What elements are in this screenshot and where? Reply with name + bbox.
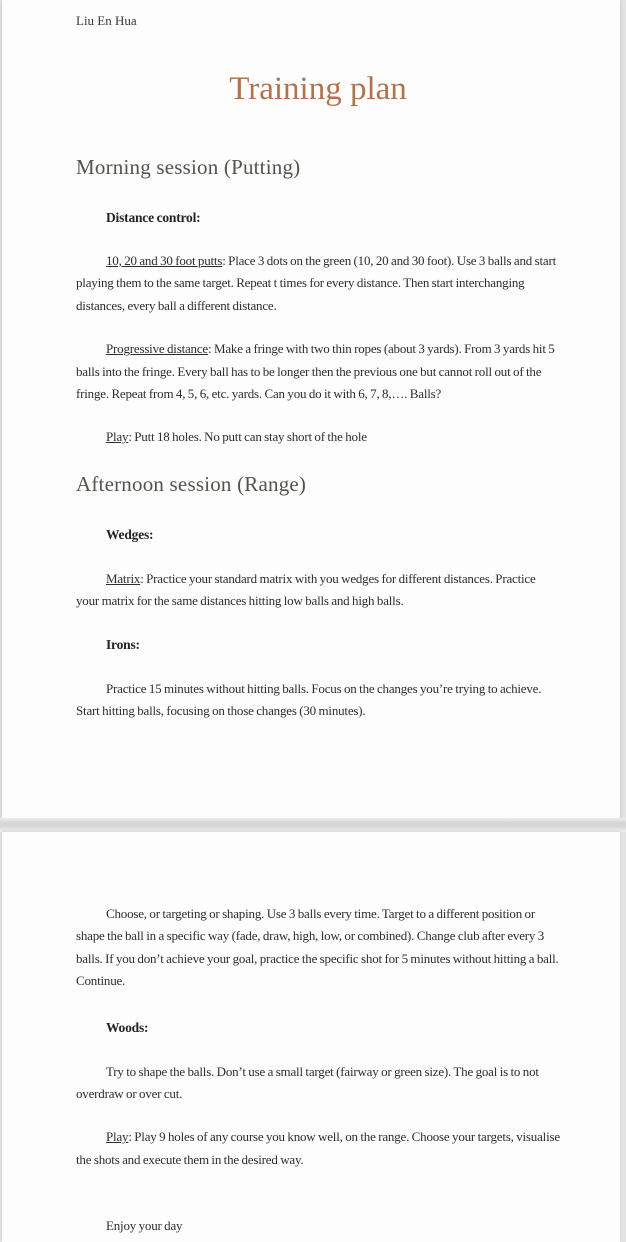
paragraph-foot-putts	[76, 250, 560, 317]
page-1-content	[2, 0, 620, 818]
document-title: Training plan	[229, 71, 407, 107]
paragraph-play-putt	[76, 426, 560, 448]
subheading-woods: Woods:	[106, 1019, 149, 1035]
paragraph-choose-targeting: Choose, or targeting or shaping. Use 3 balls every time. Target to a different position or shape the ball in a specific way (fade, draw, high, low, or combined). Change club after every 3 balls. If you don’t achieve your goal, practice the specific shot for 5 minutes without hitting a ball. Continue.	[76, 906, 559, 989]
paragraph-progressive-distance	[76, 338, 560, 405]
closing-line: Enjoy your day	[106, 1218, 183, 1234]
page-break-divider	[0, 818, 626, 832]
paragraph-woods-shape: Try to shape the balls. Don’t use a small target (fairway or green size). The goal is to not overdraw or over cut.	[76, 1063, 539, 1102]
heading-afternoon-session: Afternoon session (Range)	[76, 471, 307, 496]
paragraph-play-nine-holes	[76, 1126, 560, 1171]
paragraph-matrix-rest: : Practice your standard matrix with you wedges for different distances. Practice your matrix for the same distances hitting low balls and high balls.	[76, 570, 536, 609]
paragraph-play-putt-lead: Play	[106, 429, 129, 445]
paragraph-progressive-distance-rest: : Make a fringe with two thin ropes (about 3 yards). From 3 yards hit 5 balls into the fringe. Every ball has to be longer then the previous one but cannot roll out of the fringe. Repeat from 4, 5, 6, etc. yards. Can you do it with 6, 7, 8,…. Balls?	[76, 341, 555, 402]
paragraph-play-nine-holes-rest: : Play 9 holes of any course you know well, on the range. Choose your targets, visualise the shots and execute them in the desired way.	[76, 1129, 560, 1167]
paragraph-play-putt-rest: : Putt 18 holes. No putt can stay short of the hole	[128, 429, 367, 445]
document-page-1	[2, 0, 620, 818]
heading-morning-session: Morning session (Putting)	[76, 155, 301, 179]
page-2-content	[2, 832, 620, 1242]
paragraph-matrix	[76, 568, 560, 613]
paragraph-foot-putts-lead: 10, 20 and 30 foot putts	[106, 253, 223, 268]
paragraph-matrix-lead: Matrix	[106, 570, 141, 586]
subheading-wedges: Wedges:	[106, 526, 154, 542]
paragraph-play-nine-holes-lead: Play	[106, 1129, 129, 1145]
author-name: Liu En Hua	[76, 13, 137, 28]
paragraph-irons-practice: Practice 15 minutes without hitting balls. Focus on the changes you’re trying to achieve. Start hitting balls, focusing on those changes (30 minutes).	[76, 680, 542, 719]
paragraph-foot-putts-rest: : Place 3 dots on the green (10, 20 and 30 foot). Use 3 balls and start playing them to the same target. Repeat t times for every distance. Then start interchanging distances, every ball a different distance.	[76, 253, 556, 313]
subheading-irons: Irons:	[106, 636, 140, 652]
subheading-distance-control: Distance control:	[106, 210, 201, 225]
document-page-2	[2, 832, 620, 1242]
paragraph-progressive-distance-lead: Progressive distance	[106, 341, 209, 357]
